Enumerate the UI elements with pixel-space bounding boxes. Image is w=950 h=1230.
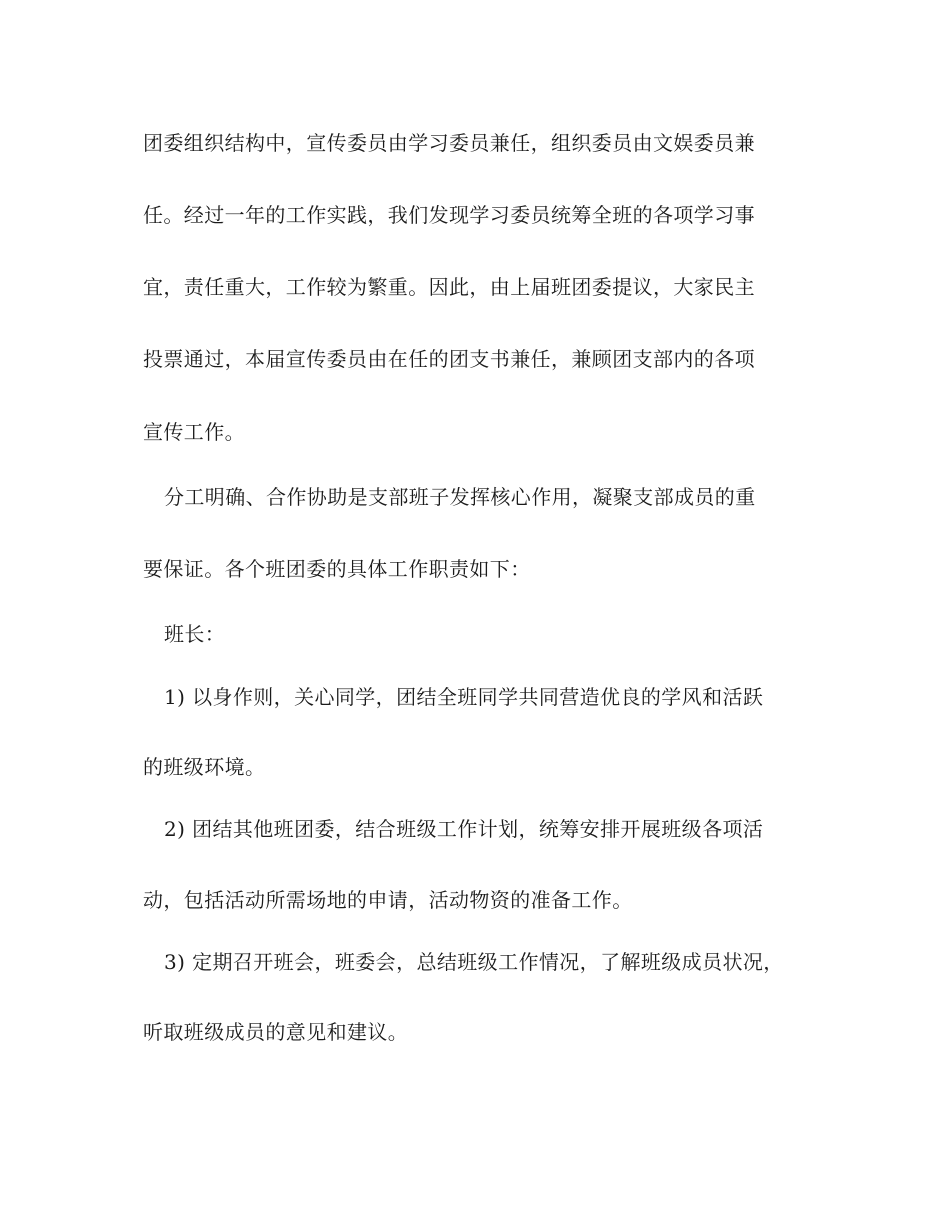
paragraph-1-line-3: 宜，责任重大，工作较为繁重。因此，由上届班团委提议，大家民主 bbox=[143, 275, 755, 299]
duty-3-line-1: 3) 定期召开班会，班委会，总结班级工作情况，了解班级成员状况， bbox=[164, 950, 784, 974]
duty-1-line-1: 1) 以身作则，关心同学，团结全班同学共同营造优良的学风和活跃 bbox=[164, 685, 764, 709]
paragraph-1-line-5: 宣传工作。 bbox=[143, 420, 245, 444]
paragraph-2-line-1: 分工明确、合作协助是支部班子发挥核心作用，凝聚支部成员的重 bbox=[164, 485, 756, 509]
duty-2-line-2: 动，包括活动所需场地的申请，活动物资的准备工作。 bbox=[143, 888, 633, 912]
paragraph-1-line-1: 团委组织结构中，宣传委员由学习委员兼任，组织委员由文娱委员兼 bbox=[143, 131, 755, 155]
paragraph-2-line-2: 要保证。各个班团委的具体工作职责如下： bbox=[143, 557, 531, 581]
duty-2-line-1: 2) 团结其他班团委，结合班级工作计划，统筹安排开展班级各项活 bbox=[164, 817, 764, 841]
paragraph-1-line-2: 任。经过一年的工作实践，我们发现学习委员统筹全班的各项学习事 bbox=[143, 203, 755, 227]
section-heading-monitor: 班长： bbox=[164, 622, 226, 646]
duty-1-line-2: 的班级环境。 bbox=[143, 755, 266, 779]
duty-3-line-2: 听取班级成员的意见和建议。 bbox=[143, 1020, 409, 1044]
paragraph-1-line-4: 投票通过，本届宣传委员由在任的团支书兼任，兼顾团支部内的各项 bbox=[143, 347, 755, 371]
